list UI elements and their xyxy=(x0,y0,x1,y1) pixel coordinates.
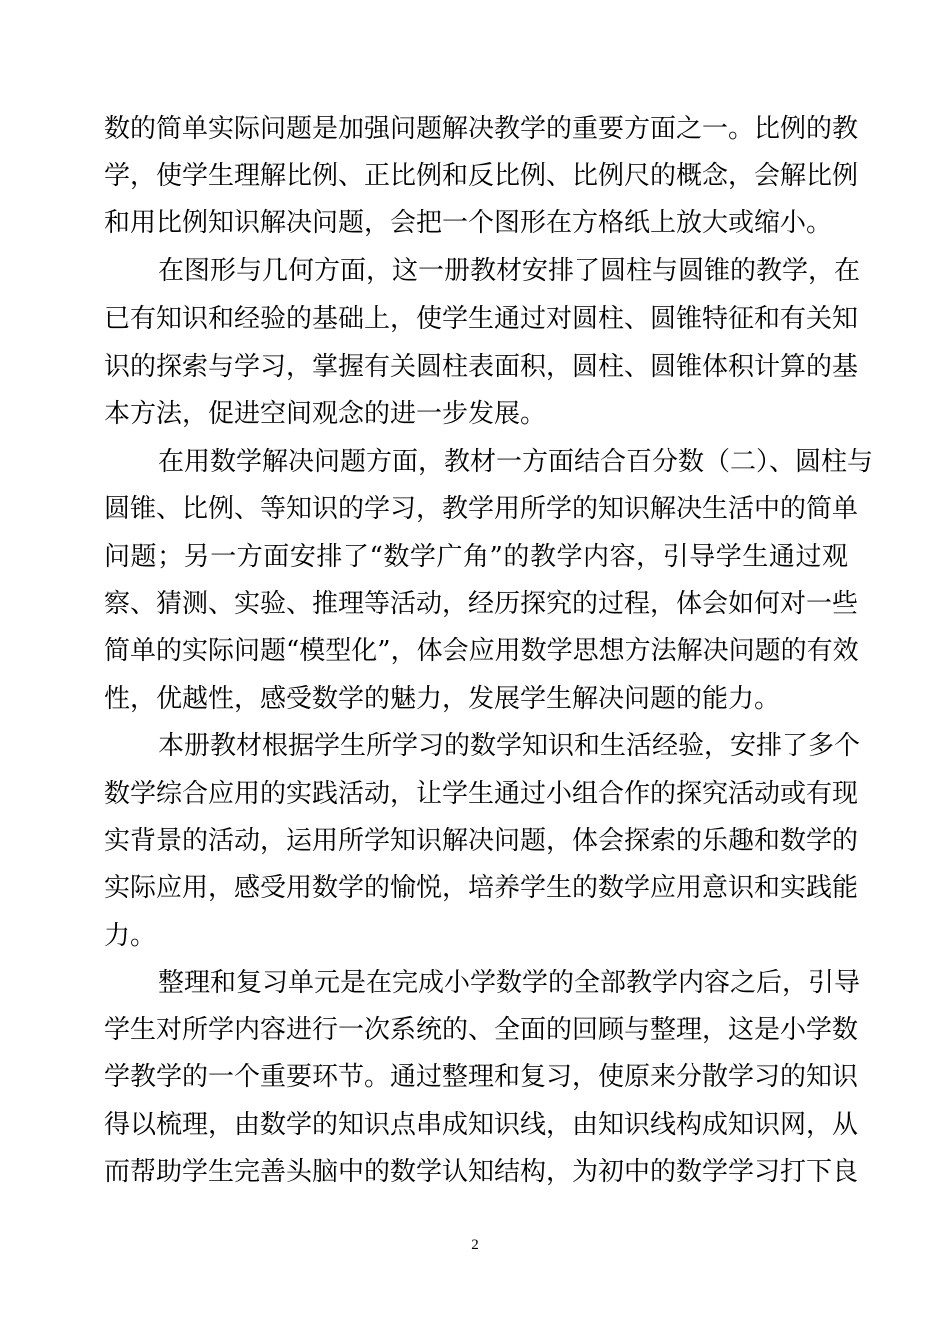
text-line: 在用数学解决问题方面，教材一方面结合百分数（二）、圆柱与 xyxy=(158,447,874,477)
text-line: 性，优越性，感受数学的魅力，发展学生解决问题的能力。 xyxy=(104,684,781,714)
text-line: 力。 xyxy=(104,921,157,951)
text-line: 已有知识和经验的基础上，使学生通过对圆柱、圆锥特征和有关知 xyxy=(104,304,859,334)
text-line: 在图形与几何方面，这一册教材安排了圆柱与圆锥的教学，在 xyxy=(158,256,861,286)
text-line: 简单的实际问题“模型化”，体会应用数学思想方法解决问题的有效 xyxy=(104,636,859,666)
text-line: 实际应用，感受用数学的愉悦，培养学生的数学应用意识和实践能 xyxy=(104,873,859,903)
text-line: 而帮助学生完善头脑中的数学认知结构，为初中的数学学习打下良 xyxy=(104,1157,859,1187)
text-line: 本方法，促进空间观念的进一步发展。 xyxy=(104,399,547,429)
text-line: 实背景的活动，运用所学知识解决问题，体会探索的乐趣和数学的 xyxy=(104,826,859,856)
text-line: 本册教材根据学生所学习的数学知识和生活经验，安排了多个 xyxy=(158,731,861,761)
text-line: 识的探索与学习，掌握有关圆柱表面积，圆柱、圆锥体积计算的基 xyxy=(104,352,859,382)
text-line: 数学综合应用的实践活动，让学生通过小组合作的探究活动或有现 xyxy=(104,779,859,809)
text-line: 圆锥、比例、等知识的学习，教学用所学的知识解决生活中的简单 xyxy=(104,494,859,524)
text-line: 察、猜测、实验、推理等活动，经历探究的过程，体会如何对一些 xyxy=(104,589,859,619)
text-line: 整理和复习单元是在完成小学数学的全部教学内容之后，引导 xyxy=(158,968,861,998)
text-line: 学，使学生理解比例、正比例和反比例、比例尺的概念，会解比例 xyxy=(104,161,859,191)
text-line: 得以梳理，由数学的知识点串成知识线，由知识线构成知识网，从 xyxy=(104,1110,859,1140)
page-number: 2 xyxy=(471,1237,479,1253)
text-line: 学生对所学内容进行一次系统的、全面的回顾与整理，这是小学数 xyxy=(104,1015,859,1045)
text-line: 问题；另一方面安排了“数学广角”的教学内容，引导学生通过观 xyxy=(104,542,848,572)
text-line: 和用比例知识解决问题，会把一个图形在方格纸上放大或缩小。 xyxy=(104,208,833,238)
text-line: 数的简单实际问题是加强问题解决教学的重要方面之一。比例的教 xyxy=(104,114,859,144)
text-line: 学教学的一个重要环节。通过整理和复习，使原来分散学习的知识 xyxy=(104,1062,859,1092)
